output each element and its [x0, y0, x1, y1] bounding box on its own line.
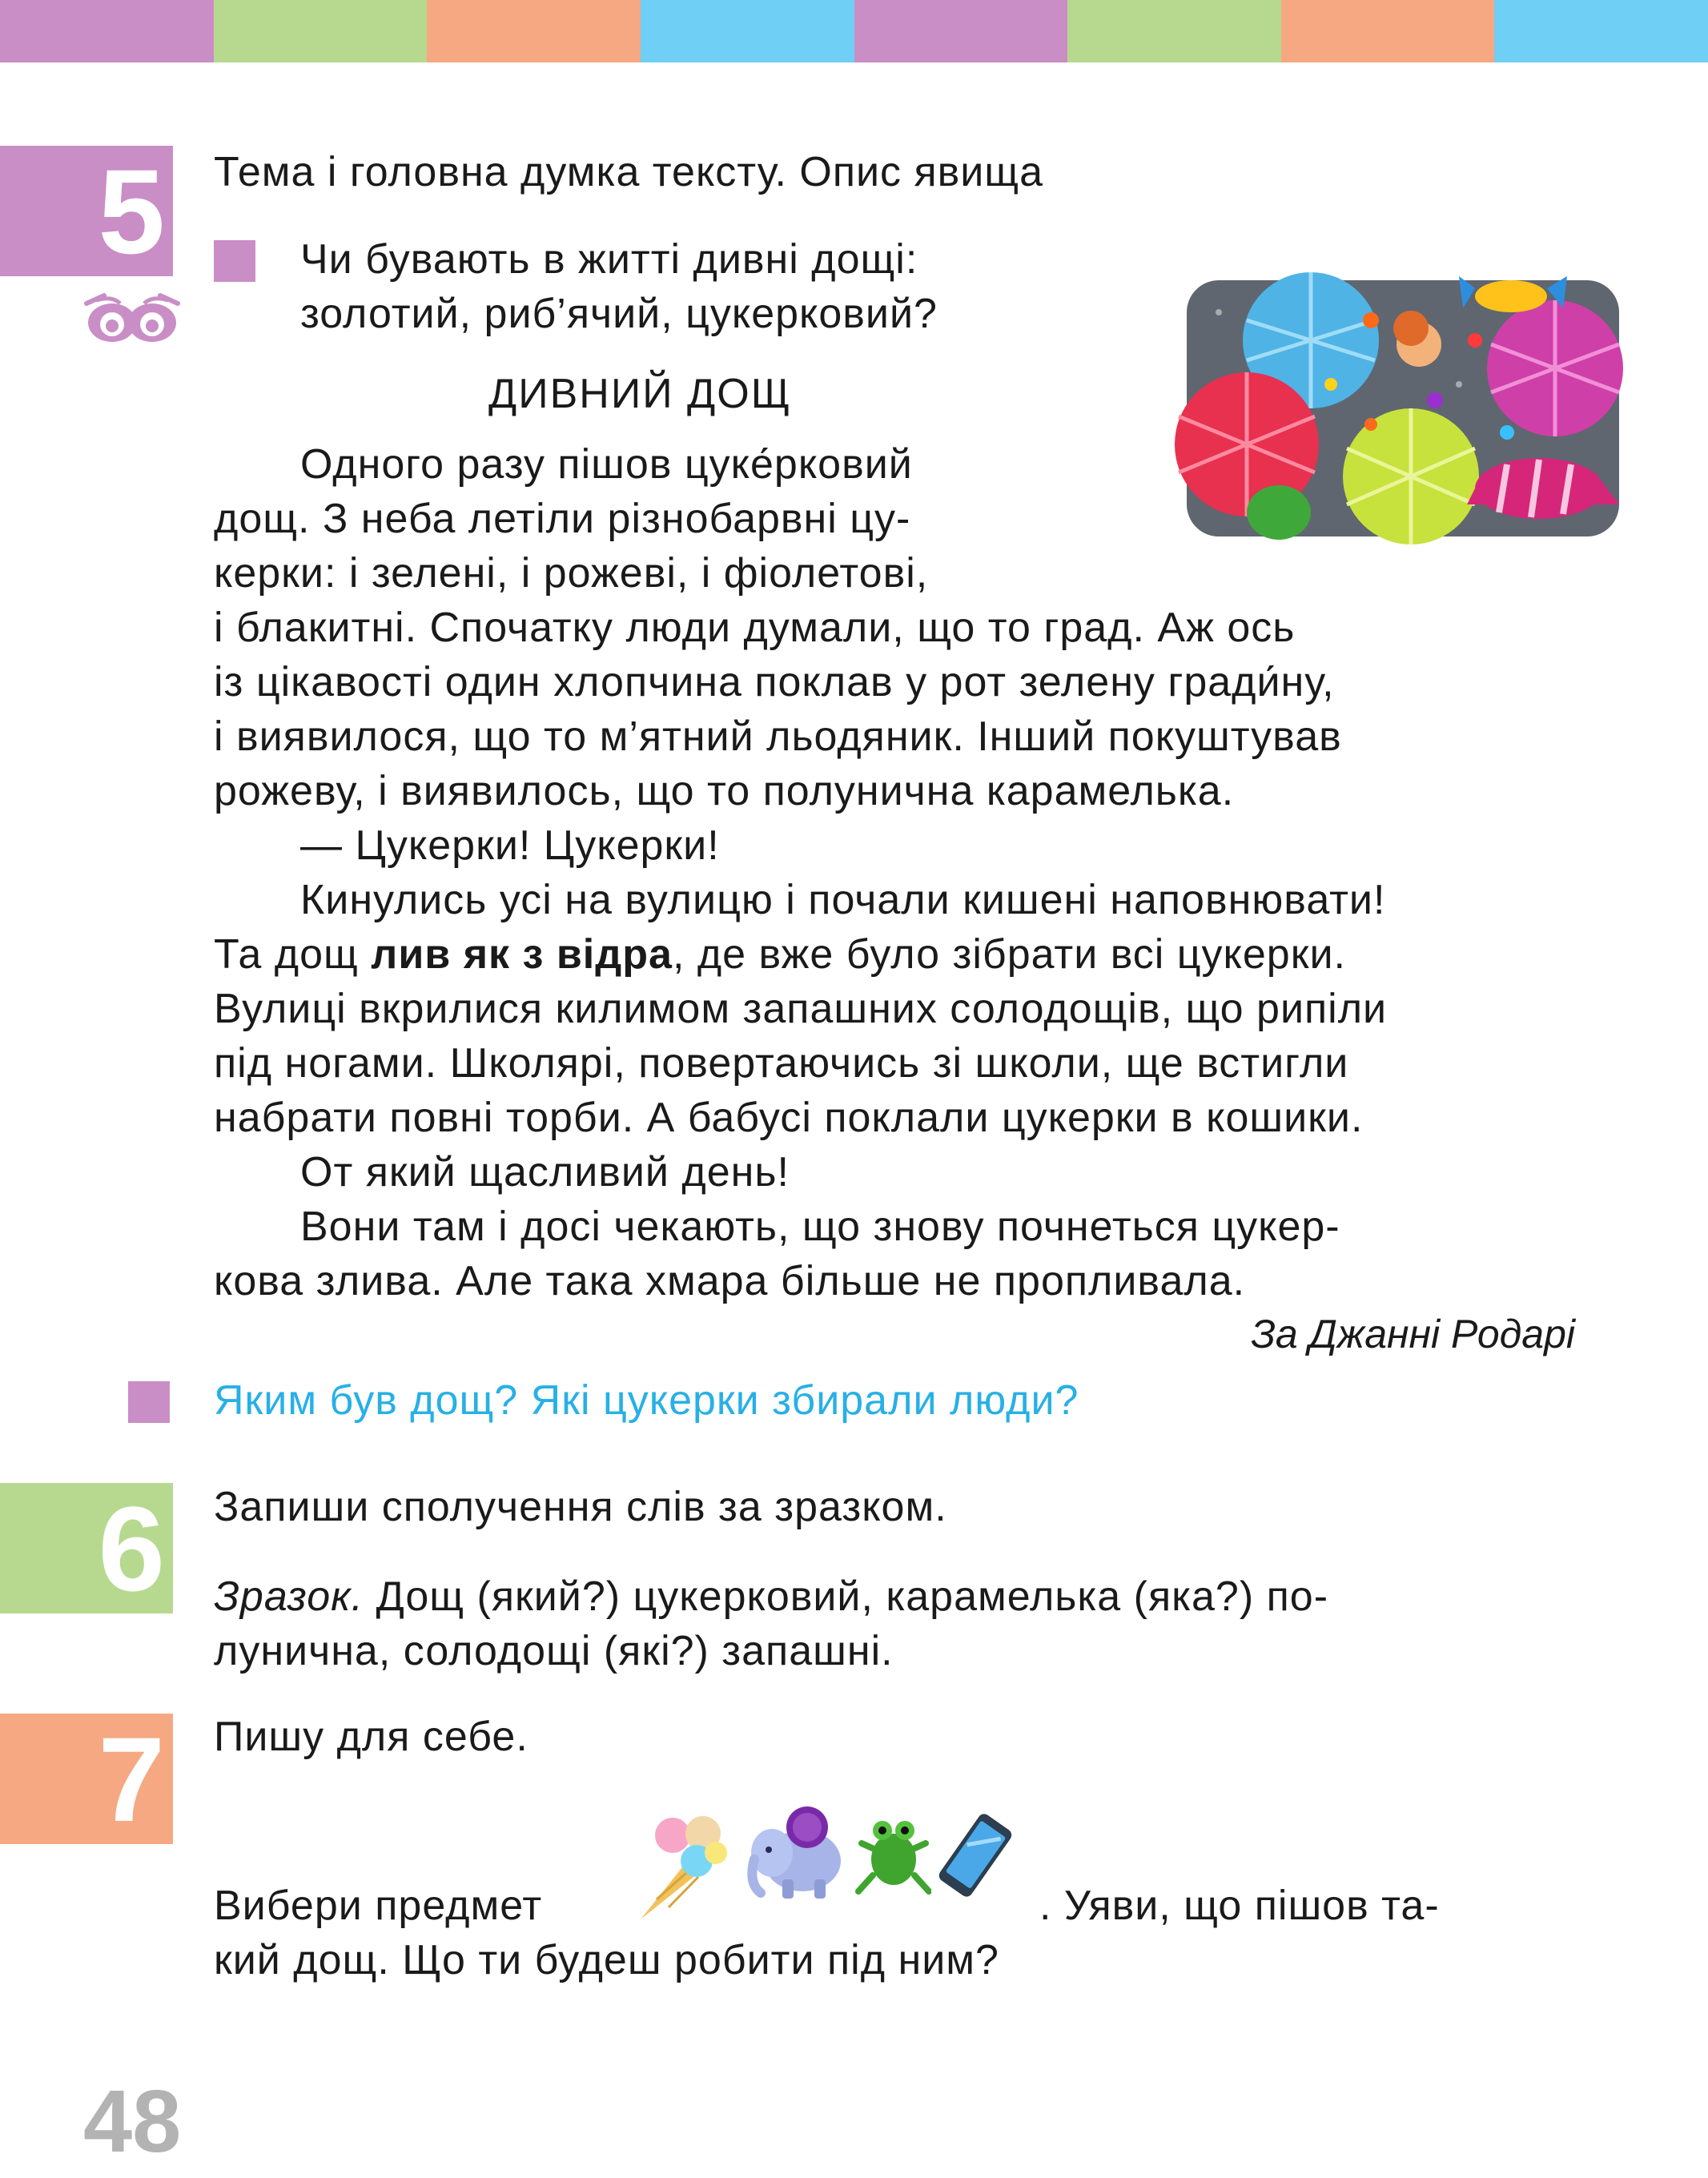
idiom-bold: лив як з відра	[371, 931, 673, 978]
exercise-6-sample	[214, 1569, 1575, 1678]
umbrella	[1487, 300, 1623, 436]
exercise-number-6: 6	[0, 1483, 173, 1613]
story-title: ДИВНИЙ ДОЩ	[488, 371, 792, 417]
exercise-7-line: кий дощ. Що ти будеш робити під ним?	[214, 1937, 999, 1983]
stripe	[854, 0, 1068, 62]
story-paragraph-1-full	[214, 601, 1575, 1308]
task-marker	[128, 1381, 170, 1423]
story-line: під ногами. Школярі, повертаючись зі школи, ще встигли	[214, 1040, 1349, 1087]
story-text: Та дощ	[214, 931, 372, 978]
story-line: кова злива. Але така хмара більше не пропливала.	[214, 1258, 1246, 1304]
phone-icon	[938, 1811, 1012, 1899]
stripe	[0, 0, 214, 62]
candy-rain-umbrellas-illustration	[1171, 264, 1631, 549]
sample-text: Дощ (який?) цукерковий, карамелька (яка?) по-	[364, 1573, 1329, 1620]
umbrella	[1343, 408, 1479, 544]
elephant-icon	[746, 1803, 846, 1903]
story-line: Вулиці вкрилися килимом запашних солодощів, що рипіли	[214, 986, 1388, 1032]
frog-icon	[855, 1811, 931, 1899]
stripe	[1494, 0, 1708, 62]
story-line: і блакитні. Спочатку люди думали, що то град. Аж ось	[214, 605, 1296, 651]
comprehension-question: Яким був дощ? Які цукерки збирали люди?	[214, 1377, 1079, 1424]
exercise-5-title: Тема і головна думка тексту. Опис явища	[214, 149, 1044, 195]
story-line: Вони там і досі чекають, що знову почнеться цукер-	[300, 1204, 1340, 1250]
story-line	[214, 927, 1575, 982]
stripe	[1281, 0, 1495, 62]
story-line: рожеву, і виявилось, що то полунична карамелька.	[214, 768, 1235, 814]
sample-label: Зразок.	[214, 1573, 364, 1620]
exercise-6-title: Запиши сполучення слів за зразком.	[214, 1484, 947, 1530]
story-attribution: За Джанні Родарі	[1251, 1312, 1575, 1356]
story-line: Кинулись усі на вулицю і почали кишені наповнювати!	[300, 877, 1386, 923]
top-color-stripes	[0, 0, 1708, 62]
sample-line	[214, 1569, 1575, 1624]
eyes-icon	[80, 292, 184, 348]
story-line: дощ. З неба летіли різнобарвні цу-	[214, 496, 911, 542]
stripe	[214, 0, 428, 62]
story-line: керки: і зелені, і рожеві, і фіолетові,	[214, 550, 929, 597]
story-line: набрати повні торби. А бабусі поклали цукерки в кошики.	[214, 1095, 1364, 1141]
exercise-number-7: 7	[0, 1714, 173, 1844]
stripe	[641, 0, 854, 62]
stripe	[1067, 0, 1281, 62]
story-line: Одного разу пішов цуке́рковий	[300, 441, 913, 488]
story-text: , де вже було зібрати всі цукерки.	[672, 931, 1346, 978]
intro-question-line: золотий, риб’ячий, цукерковий?	[300, 291, 938, 337]
story-line: і виявилося, що то м’ятний льодяник. Інший покуштував	[214, 713, 1342, 760]
ice-cream-icon	[633, 1803, 737, 1923]
exercise-7-line: Вибери предмет	[214, 1883, 543, 1929]
page-number: 48	[83, 2072, 182, 2171]
story-paragraph-1-narrow	[214, 437, 1120, 601]
exercise-number-5: 5	[0, 146, 173, 276]
exercise-7-title: Пишу для себе.	[214, 1714, 528, 1760]
story-line: От який щасливий день!	[300, 1149, 790, 1195]
story-dialog: — Цукерки! Цукерки!	[300, 822, 720, 869]
task-marker	[214, 240, 255, 282]
story-line: із цікавості один хлопчина поклав у рот зелену гради́ну,	[214, 659, 1335, 705]
intro-question-line: Чи бувають в житті дивні дощі:	[300, 236, 918, 283]
sample-line: лунична, солодощі (які?) запашні.	[214, 1628, 894, 1674]
stripe	[427, 0, 641, 62]
exercise-7-line: . Уяви, що пішов та-	[1039, 1883, 1440, 1929]
